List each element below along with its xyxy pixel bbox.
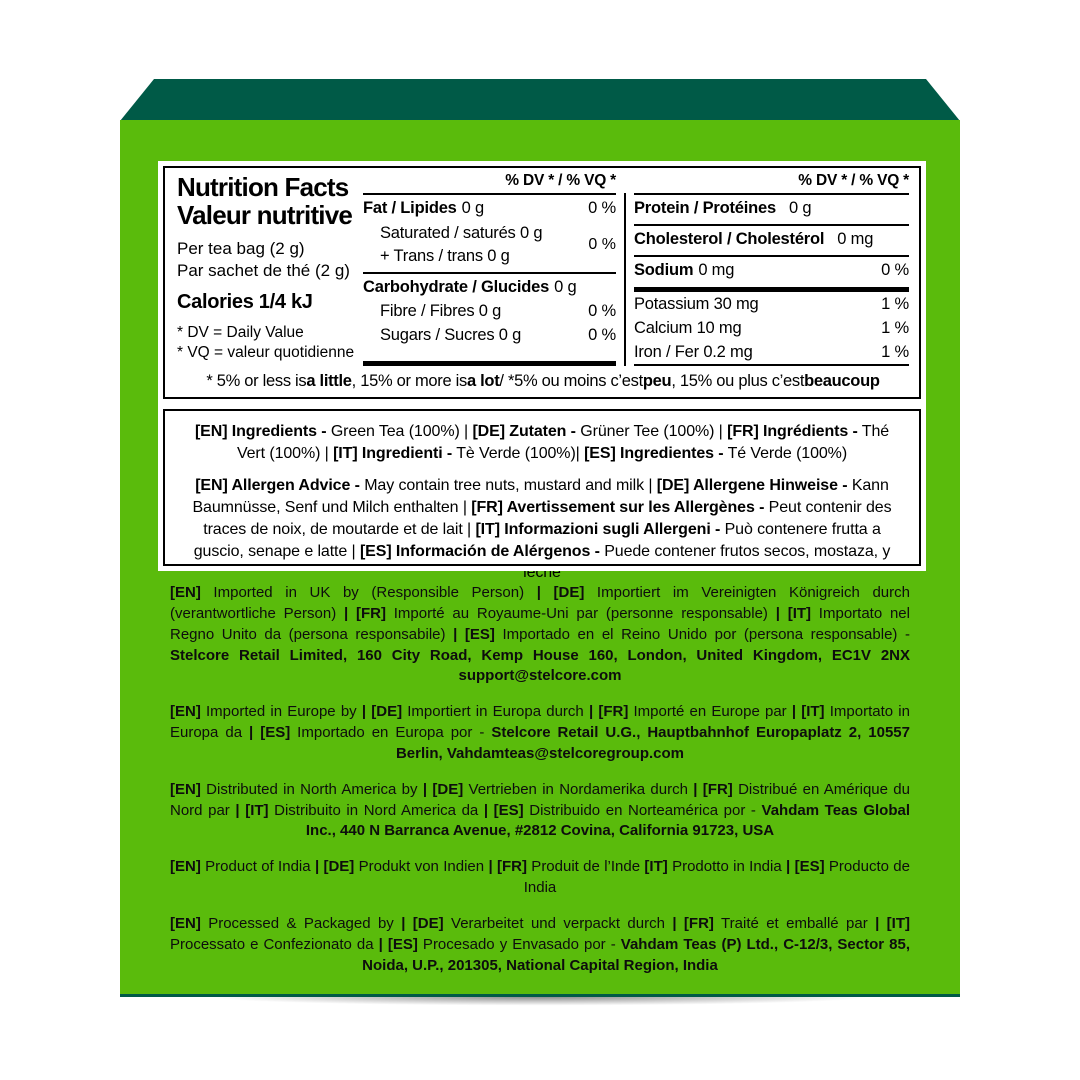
distributed-north-america-paragraph: [EN] Distributed in North America by | [DE] Vertrieben in Nordamerika durch | [FR] Distribué en Amérique du Nord par | [IT] Distribuito in Nord America da | [ES] Distribuido en Norteamérica por - Vahdam Teas Global Inc., 440 N Barranca Avenue, #2812 Covina, California 91723, USA (170, 780, 911, 840)
nutrition-facts-panel (163, 166, 921, 399)
vq-note: * VQ = valeur quotidienne (177, 344, 355, 362)
protein-label-group (634, 197, 811, 221)
fat-row (363, 197, 616, 221)
calcium-percent: 1 % (881, 318, 909, 337)
fat-label: Fat / Lipides (363, 199, 457, 217)
sodium-label-group (634, 259, 734, 283)
fibre-percent: 0 % (588, 301, 616, 320)
serving-size-fr: Par sachet de thé (2 g) (177, 260, 350, 280)
saturated-trans-block (363, 221, 616, 274)
protein-label: Protein / Protéines (634, 199, 776, 217)
saturated-trans-labels (363, 222, 542, 269)
fat-label-group (363, 197, 484, 221)
potassium-percent: 1 % (881, 294, 909, 313)
saturated-label: Saturated / saturés 0 g (380, 223, 543, 242)
distributor-info-section (170, 583, 910, 992)
cholesterol-row (634, 226, 909, 257)
allergen-advice-text: [EN] Allergen Advice - May contain tree nuts, mustard and milk | [DE] Allergene Hinweise - Kann Baumnüsse, Senf und Milch enthalten | [FR] Avertissement sur les Allergènes - Peut contenir des traces de noix, de moutarde et de lait | [IT] Informazioni sugli Allergeni - Può contenere frutta a guscio, senape e latte | [ES] Información de Alérgenos - Puede contener frutos secos, mostaza, y leche (192, 476, 892, 582)
product-of-india-paragraph: [EN] Product of India | [DE] Produkt von Indien | [FR] Produit de l’Inde [IT] Prodotto in India | [ES] Producto de India (170, 858, 910, 897)
nutrition-mid-column (363, 172, 616, 366)
potassium-label: Potassium 30 mg (634, 294, 759, 313)
sodium-value: 0 mg (698, 260, 735, 279)
dv-footnote: * 5% or less is a little , 15% or more is a lot / *5% ou moins c’est peu , 15% ou plus c’est beaucoup (206, 372, 880, 390)
carb-label-group (363, 276, 576, 300)
sugars-label: Sugars / Sucres 0 g (380, 325, 522, 344)
protein-row (634, 195, 909, 226)
serving-size-en: Per tea bag (2 g) (177, 239, 305, 259)
box-lid (120, 79, 960, 121)
fibre-row (363, 300, 616, 324)
nutrition-right-column (634, 172, 909, 366)
serving-size (177, 238, 363, 282)
carb-label: Carbohydrate / Glucides (363, 277, 550, 296)
fat-value: 0 g (461, 199, 485, 217)
fibre-label: Fibre / Fibres 0 g (380, 301, 502, 320)
box-front-panel (120, 120, 960, 997)
column-divider (624, 193, 626, 366)
processed-packaged-paragraph: [EN] Processed & Packaged by | [DE] Verarbeitet und verpackt durch | [FR] Traité et emballé par | [IT] Processato e Confezionato da | [ES] Procesado y Envasado por - Vahdam Teas (P) Ltd., C-12/3, Sector 85, Noida, U.P., 201305, National Capital Region, India (170, 914, 911, 974)
iron-label: Iron / Fer 0.2 mg (634, 342, 753, 361)
trans-label: + Trans / trans 0 g (380, 247, 510, 266)
imported-europe-paragraph: [EN] Imported in Europe by | [DE] Importiert in Europa durch | [FR] Importé en Europe par | [IT] Importato in Europa da | [ES] Importado en Europa por - Stelcore Retail U.G., Hauptbahnhof Europaplatz 2, 10557 Berlin, Vahdamteas@stelcoregroup.com (170, 703, 910, 762)
calories-line: Calories 1/4 kJ (177, 290, 313, 313)
sugars-row (363, 324, 616, 348)
nutrition-columns (177, 172, 909, 366)
potassium-row (634, 292, 909, 316)
cholesterol-value: 0 mg (837, 229, 874, 248)
iron-row (634, 340, 909, 364)
protein-value: 0 g (789, 199, 812, 217)
cholesterol-label-group (634, 228, 873, 252)
panel-title-en: Nutrition Facts (177, 172, 349, 202)
panel-title-fr: Valeur nutritive (177, 199, 353, 230)
dv-vq-notes (177, 323, 363, 364)
iron-percent: 1 % (881, 342, 909, 361)
carb-value: 0 g (554, 277, 577, 296)
sodium-label: Sodium (634, 260, 694, 279)
saturated-trans-percent: 0 % (588, 236, 616, 254)
dv-vq-header-mid: % DV * / % VQ * (363, 172, 616, 195)
cholesterol-label: Cholesterol / Cholestérol (634, 229, 825, 248)
dv-vq-header-right: % DV * / % VQ * (634, 172, 909, 195)
calcium-label: Calcium 10 mg (634, 318, 742, 337)
imported-uk-paragraph: [EN] Imported in UK by (Responsible Person) | [DE] Importiert im Vereinigten Königreich durch (verantwortliche Person) | [FR] Importé au Royaume-Uni par (personne responsable) | [IT] Importato nel Regno Unito da (persona responsabile) | [ES] Importado en el Reino Unido por (persona responsable) - Stelcore Retail Limited, 160 City Road, Kemp House 160, London, United Kingdom, EC1V 2NX support@stelcore.com (170, 584, 910, 685)
fat-percent: 0 % (588, 199, 616, 217)
sodium-row (634, 257, 909, 292)
sodium-percent: 0 % (881, 260, 909, 279)
dv-note: * DV = Daily Value (177, 323, 304, 341)
ingredients-text: [EN] Ingredients - Green Tea (100%) | [DE] Zutaten - Grüner Tee (100%) | [FR] Ingrédients - Thé Vert (100%) | [IT] Ingredienti - Tè Verde (100%)| [ES] Ingredientes - Té Verde (100%) (194, 423, 890, 462)
ingredients-allergen-box (163, 409, 921, 582)
nutrition-left-column (177, 172, 363, 366)
sugars-percent: 0 % (588, 325, 616, 344)
carbohydrate-row (363, 276, 616, 300)
calcium-row (634, 316, 909, 340)
